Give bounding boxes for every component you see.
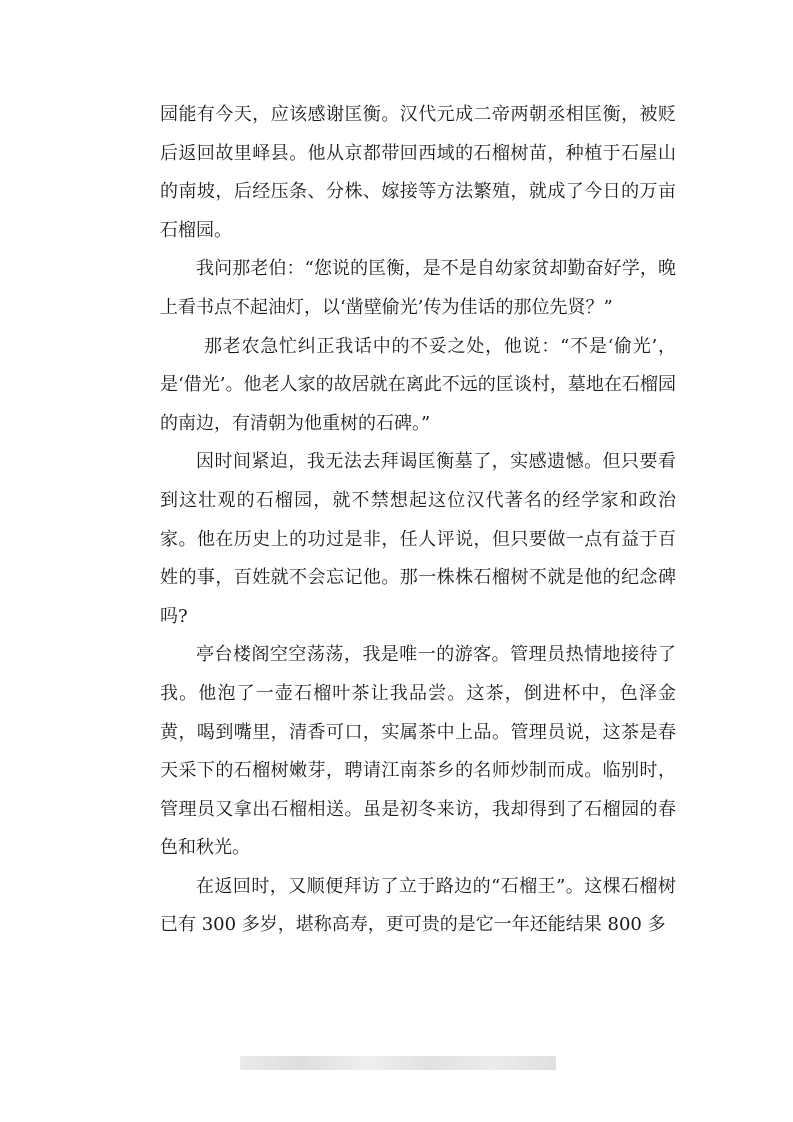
article-body: [160, 96, 676, 945]
paragraph: 在返回时，又顺便拜访了立于路边的“石榴王”。这棵石榴树已有 300 多岁，堪称高寿，更可贵的是它一年还能结果 800 多: [160, 875, 676, 936]
paragraph: 我问那老伯：“您说的匡衡，是不是自幼家贫却勤奋好学，晚上看书点不起油灯，以‘凿壁偷光’传为佳话的那位先贤？”: [160, 258, 676, 318]
blurred-footer-watermark: [240, 1056, 556, 1070]
paragraph: 那老农急忙纠正我话中的不妥之处，他说：“不是‘偷光’，是‘借光’。他老人家的故居就在离此不远的匡谈村，墓地在石榴园的南边，有清朝为他重树的石碑。”: [160, 335, 676, 434]
paragraph: 因时间紧迫，我无法去拜谒匡衡墓了，实感遗憾。但只要看到这壮观的石榴园，就不禁想起这位汉代著名的经学家和政治家。他在历史上的功过是非，任人评说，但只要做一点有益于百姓的事，百姓就不会忘记他。那一株株石榴树不就是他的纪念碑吗?: [160, 451, 676, 627]
paragraph: 园能有今天，应该感谢匡衡。汉代元成二帝两朝丞相匡衡，被贬后返回故里峄县。他从京都带回西域的石榴树苗，种植于石屋山的南坡，后经压条、分株、嫁接等方法繁殖，就成了今日的万亩石榴园。: [160, 104, 676, 241]
paragraph: 亭台楼阁空空荡荡，我是唯一的游客。管理员热情地接待了我。他泡了一壶石榴叶茶让我品尝。这茶，倒进杯中，色泽金黄，喝到嘴里，清香可口，实属茶中上品。管理员说，这茶是春天采下的石榴树嫩芽，聘请江南茶乡的名师炒制而成。临别时，管理员又拿出石榴相送。虽是初冬来访，我却得到了石榴园的春色和秋光。: [160, 644, 676, 859]
